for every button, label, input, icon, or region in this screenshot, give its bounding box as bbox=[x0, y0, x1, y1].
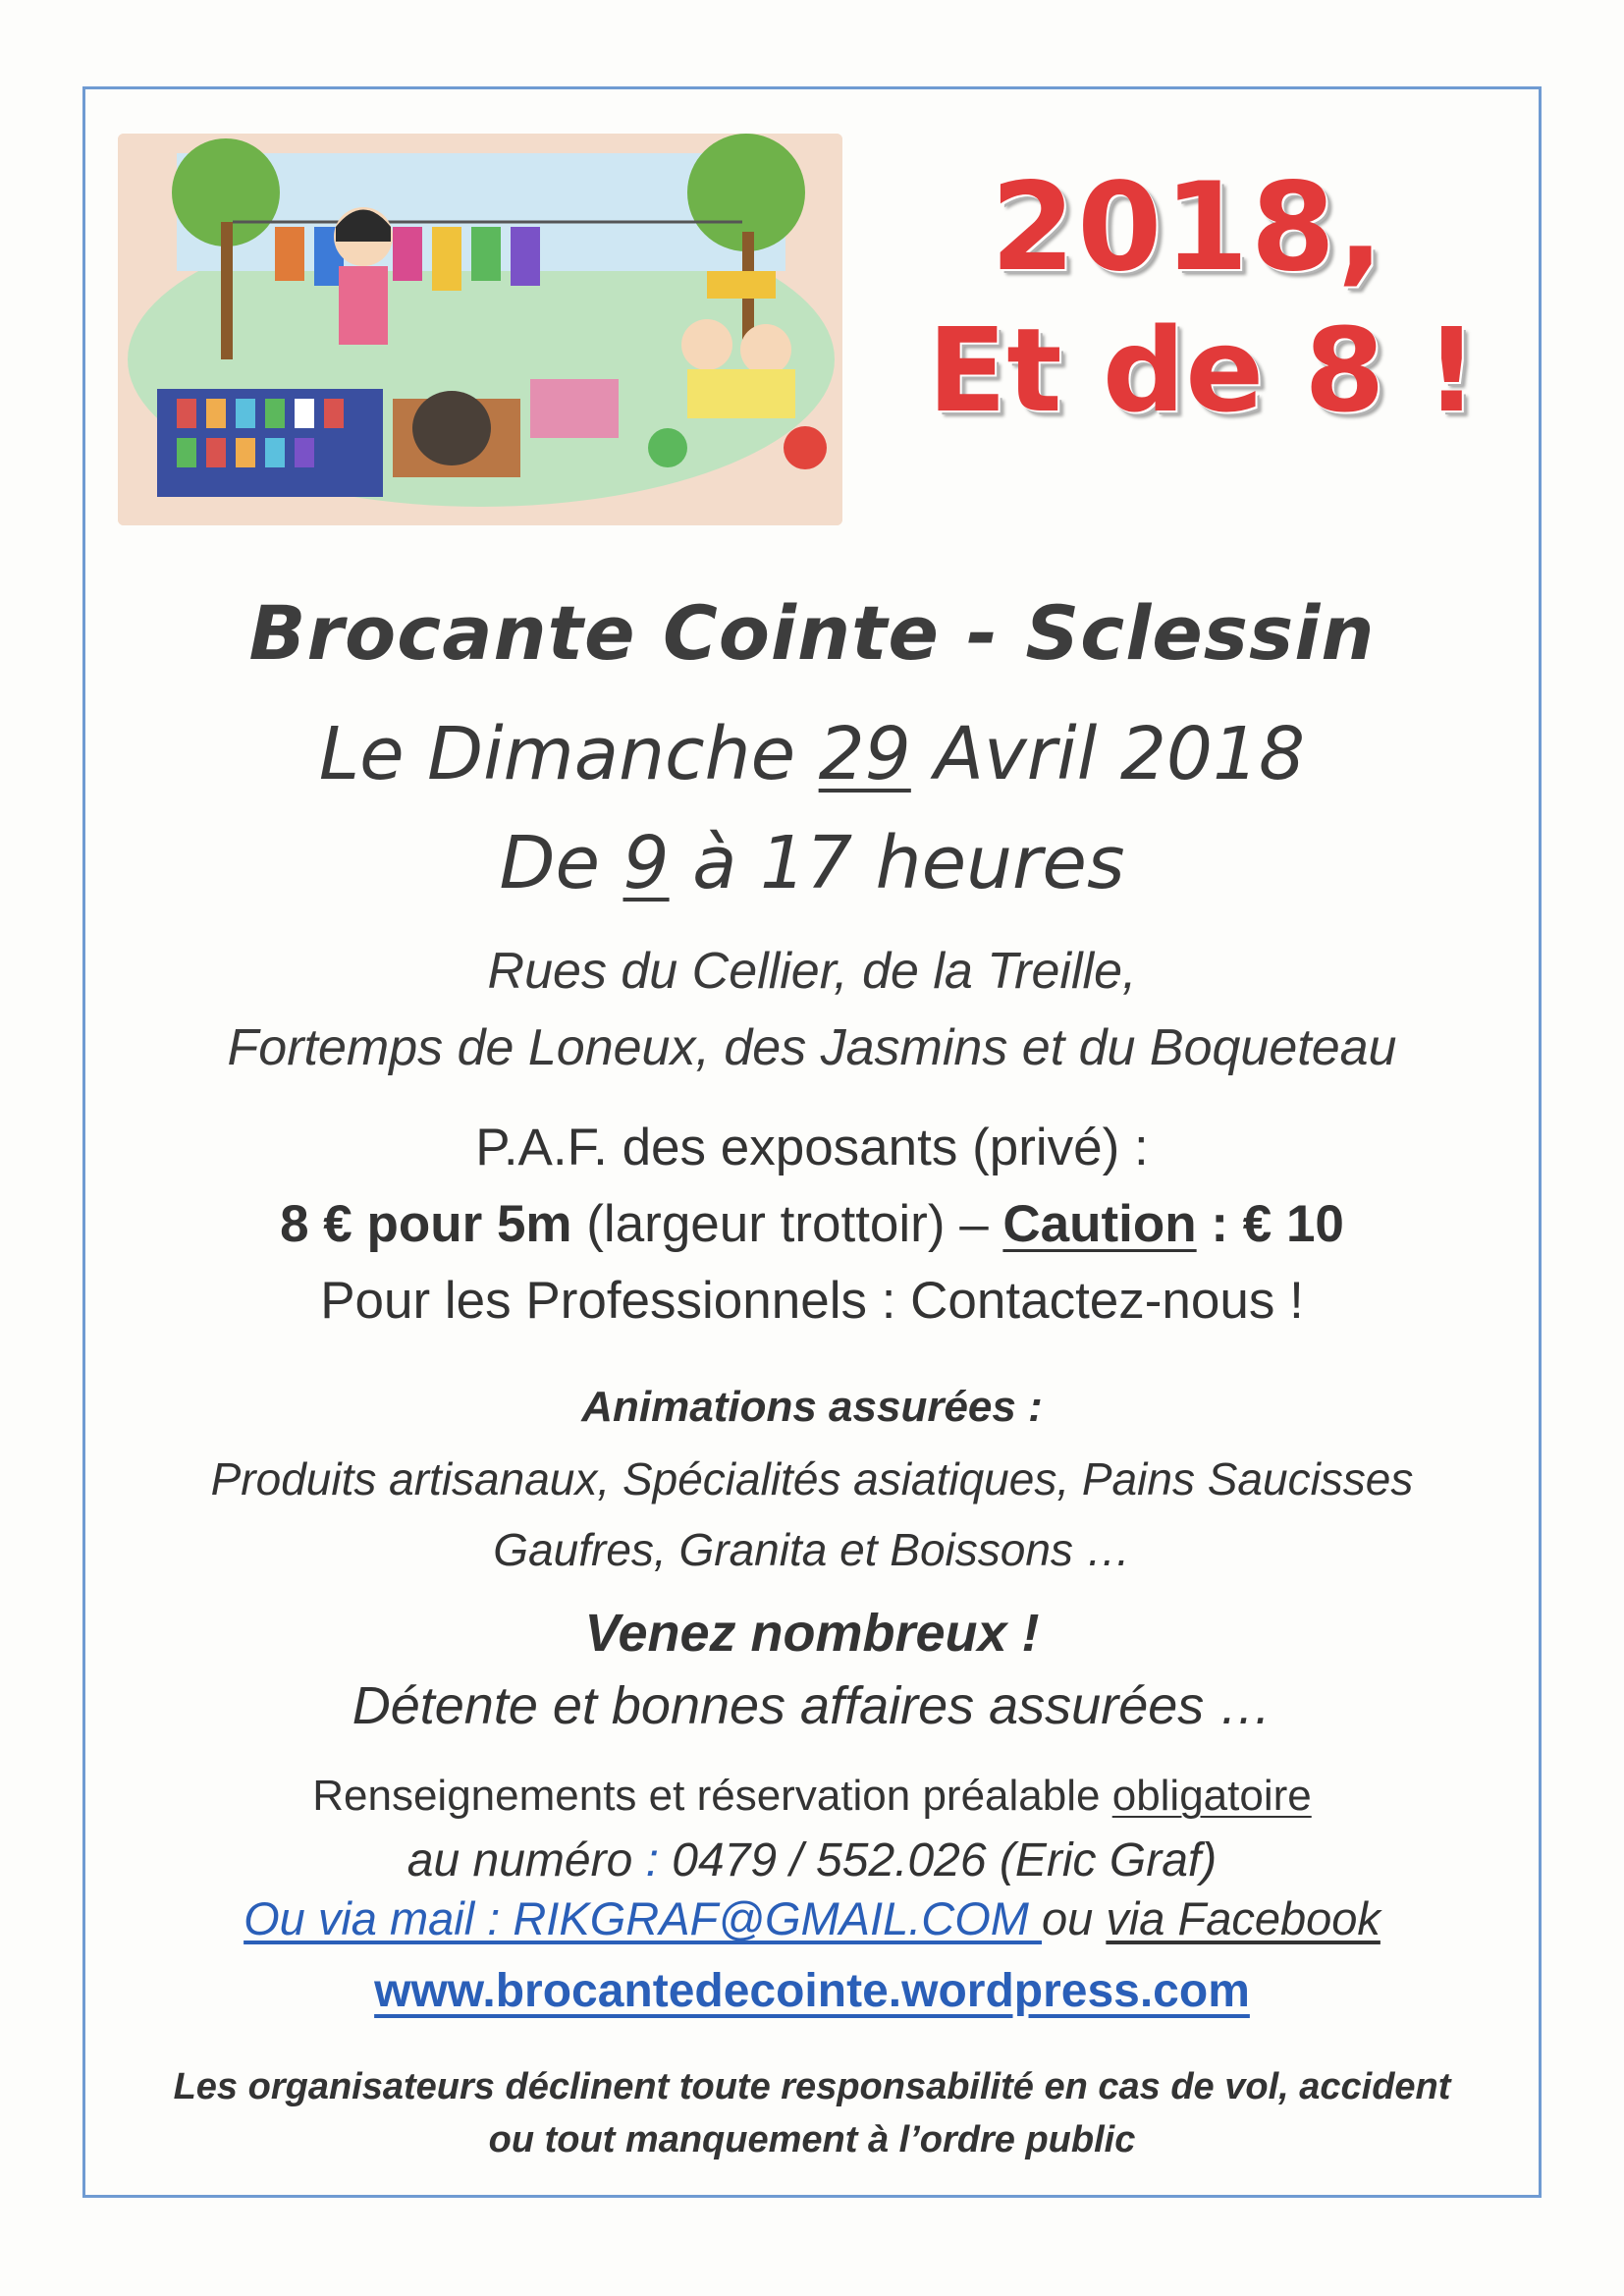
phone-line bbox=[98, 1829, 1526, 1893]
headline bbox=[844, 157, 1532, 438]
headline-edition: Et de 8 ! bbox=[927, 302, 1479, 438]
date-prefix: Le Dimanche bbox=[318, 712, 819, 796]
call-to-action: Venez nombreux ! bbox=[584, 1604, 1040, 1663]
disclaimer bbox=[98, 2060, 1526, 2166]
brocante-illustration bbox=[118, 134, 842, 525]
caution-label: Caution bbox=[1002, 1195, 1197, 1253]
animations-title: Animations assurées : bbox=[581, 1383, 1043, 1431]
fees-width-note: (largeur trottoir) – bbox=[571, 1195, 1003, 1253]
fees-price: 8 € pour 5m bbox=[280, 1195, 572, 1253]
facebook-link[interactable]: via Facebook bbox=[1106, 1892, 1380, 1944]
hours-prefix: De bbox=[499, 821, 623, 905]
mail-line bbox=[98, 1891, 1526, 1945]
tagline: Détente et bonnes affaires assurées … bbox=[352, 1676, 1272, 1735]
website-link[interactable]: www.brocantedecointe.wordpress.com bbox=[374, 1965, 1250, 2017]
event-hours bbox=[98, 821, 1526, 905]
phone-prefix: au numéro bbox=[406, 1834, 646, 1886]
date-suffix: Avril 2018 bbox=[910, 712, 1306, 796]
animations-list bbox=[98, 1444, 1526, 1585]
streets-block bbox=[98, 933, 1526, 1086]
fees-line-1: P.A.F. des exposants (privé) : bbox=[475, 1119, 1149, 1176]
hours-start: 9 bbox=[623, 821, 670, 905]
hours-suffix: à 17 heures bbox=[669, 821, 1125, 905]
phone-colon: : bbox=[645, 1834, 673, 1886]
fees-block bbox=[98, 1110, 1526, 1339]
disclaimer-line-2: ou tout manquement à l’ordre public bbox=[488, 2119, 1136, 2160]
reservation-line bbox=[98, 1764, 1526, 1829]
headline-year: 2018, bbox=[990, 157, 1386, 299]
email-link[interactable]: Ou via mail : RIKGRAF@GMAIL.COM bbox=[244, 1892, 1042, 1944]
streets-line-1: Rues du Cellier, de la Treille, bbox=[487, 943, 1137, 1000]
fees-line-3: Pour les Professionnels : Contactez-nous ! bbox=[320, 1272, 1304, 1330]
event-date bbox=[98, 712, 1526, 796]
date-day: 29 bbox=[818, 712, 911, 796]
streets-line-2: Fortemps de Loneux, des Jasmins et du Boqueteau bbox=[227, 1019, 1397, 1076]
contact-block bbox=[98, 1764, 1526, 1893]
phone-number[interactable]: 0479 / 552.026 (Eric Graf) bbox=[672, 1834, 1218, 1886]
obligatoire-word: obligatoire bbox=[1111, 1772, 1312, 1820]
disclaimer-line-1: Les organisateurs déclinent toute responsabilité en cas de vol, accident bbox=[173, 2066, 1451, 2107]
animations-line-1: Produits artisanaux, Spécialités asiatiques, Pains Saucisses bbox=[210, 1453, 1414, 1504]
animations-line-2: Gaufres, Granita et Boissons … bbox=[493, 1524, 1131, 1575]
mail-or: ou bbox=[1042, 1892, 1107, 1944]
fees-line-2 bbox=[98, 1186, 1526, 1263]
reservation-text: Renseignements et réservation préalable bbox=[312, 1772, 1112, 1820]
caution-value: : € 10 bbox=[1196, 1195, 1344, 1253]
event-title: Brocante Cointe - Sclessin bbox=[248, 589, 1376, 677]
